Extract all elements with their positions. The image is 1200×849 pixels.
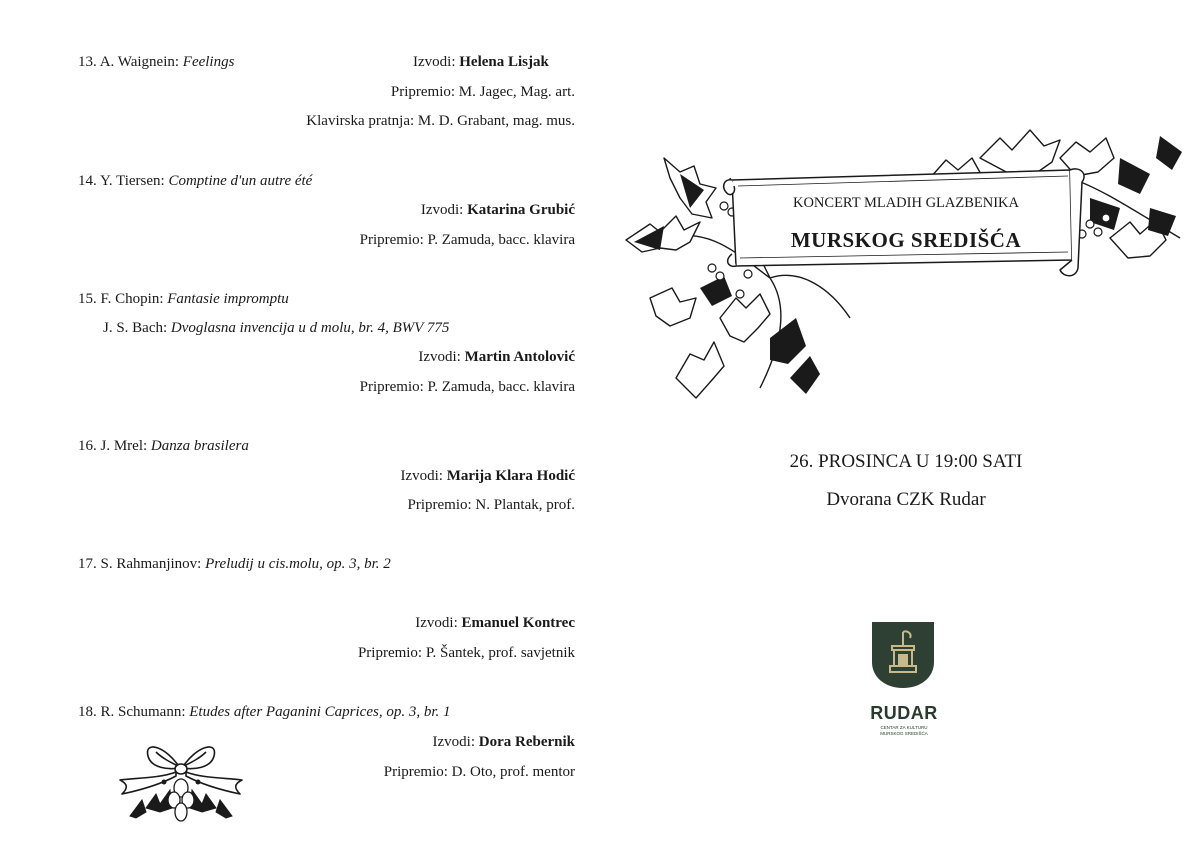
item-number: 17. <box>78 556 97 572</box>
preparer-note: Pripremio: D. Oto, prof. mentor <box>383 764 575 780</box>
piece-title: Preludij u cis.molu, op. 3, br. 2 <box>205 556 391 572</box>
item-number: 14. <box>78 173 97 189</box>
logo-subtitle-line: MURSKOG SREDIŠĆA <box>880 731 928 736</box>
preparer-note: Pripremio: M. Jagec, Mag. art. <box>390 84 575 100</box>
piece-title: Etudes after Paganini Caprices, op. 3, br. 1 <box>189 704 451 720</box>
program-item-13-piece <box>78 53 234 71</box>
preparer-note: Pripremio: P. Zamuda, bacc. klavira <box>359 232 575 248</box>
program-item-16-piece <box>78 437 249 455</box>
item-number: 15. <box>78 291 97 307</box>
performer-name: Martin Antolović <box>464 349 575 365</box>
piece-title: Danza brasilera <box>150 438 249 454</box>
performer-name: Marija Klara Hodić <box>446 468 575 484</box>
performer-label: Izvodi: <box>413 54 456 70</box>
composer: Y. Tiersen: <box>99 173 165 189</box>
performer-label: Izvodi: <box>415 615 458 631</box>
performer-name: Dora Rebernik <box>478 734 575 750</box>
composer: J. Mrel: <box>100 438 148 454</box>
preparer-note: Pripremio: N. Plantak, prof. <box>407 497 575 513</box>
preparer-note: Pripremio: P. Zamuda, bacc. klavira <box>359 379 575 395</box>
christmas-bow-icon <box>116 738 246 828</box>
item-number: 13. <box>78 54 97 70</box>
program-item-15-piece-2 <box>103 319 449 337</box>
program-item-16-performer <box>400 467 575 485</box>
banner-title: MURSKOG SREDIŠĆA <box>790 228 1022 252</box>
logo-name: RUDAR <box>870 703 938 723</box>
composer: S. Rahmanjinov: <box>100 556 202 572</box>
event-date-time: 26. PROSINCA U 19:00 SATI <box>789 451 1023 472</box>
program-item-15-performer <box>418 348 575 366</box>
performer-label: Izvodi: <box>418 349 461 365</box>
item-number: 18. <box>78 704 97 720</box>
program-item-14-piece <box>78 172 312 190</box>
program-item-13-performer <box>413 53 549 71</box>
program-item-15-piece <box>78 290 289 308</box>
program-item-17-piece <box>78 555 391 573</box>
accompanist-note: Klavirska pratnja: M. D. Grabant, mag. mus. <box>306 113 575 129</box>
program-item-14-performer <box>421 201 575 219</box>
rudar-logo-icon <box>870 620 936 690</box>
holly-branch-icon <box>620 118 1200 416</box>
composer: F. Chopin: <box>100 291 164 307</box>
piece-title: Comptine d'un autre été <box>168 173 313 189</box>
logo-subtitle-line: CENTAR ZA KULTURU <box>880 725 928 730</box>
program-item-18-piece <box>78 703 451 721</box>
preparer-note: Pripremio: P. Šantek, prof. savjetnik <box>357 645 575 661</box>
program-item-17-performer <box>415 614 575 632</box>
piece-title: Feelings <box>182 54 235 70</box>
performer-name: Emanuel Kontrec <box>461 615 575 631</box>
performer-label: Izvodi: <box>400 468 443 484</box>
event-venue: Dvorana CZK Rudar <box>826 489 986 510</box>
program-item-18-performer <box>433 733 576 751</box>
banner-subtitle: KONCERT MLADIH GLAZBENIKA <box>792 195 1019 211</box>
performer-name: Katarina Grubić <box>467 202 575 218</box>
logo-subtitle <box>859 725 949 737</box>
piece-title: Dvoglasna invencija u d molu, br. 4, BWV 775 <box>170 320 450 336</box>
performer-name: Helena Lisjak <box>459 54 549 70</box>
composer: J. S. Bach: <box>103 320 168 336</box>
piece-title: Fantasie impromptu <box>167 291 289 307</box>
composer: A. Waignein: <box>99 54 180 70</box>
performer-label: Izvodi: <box>420 202 464 218</box>
performer-label: Izvodi: <box>432 734 475 750</box>
composer: R. Schumann: <box>100 704 186 720</box>
item-number: 16. <box>78 438 97 454</box>
